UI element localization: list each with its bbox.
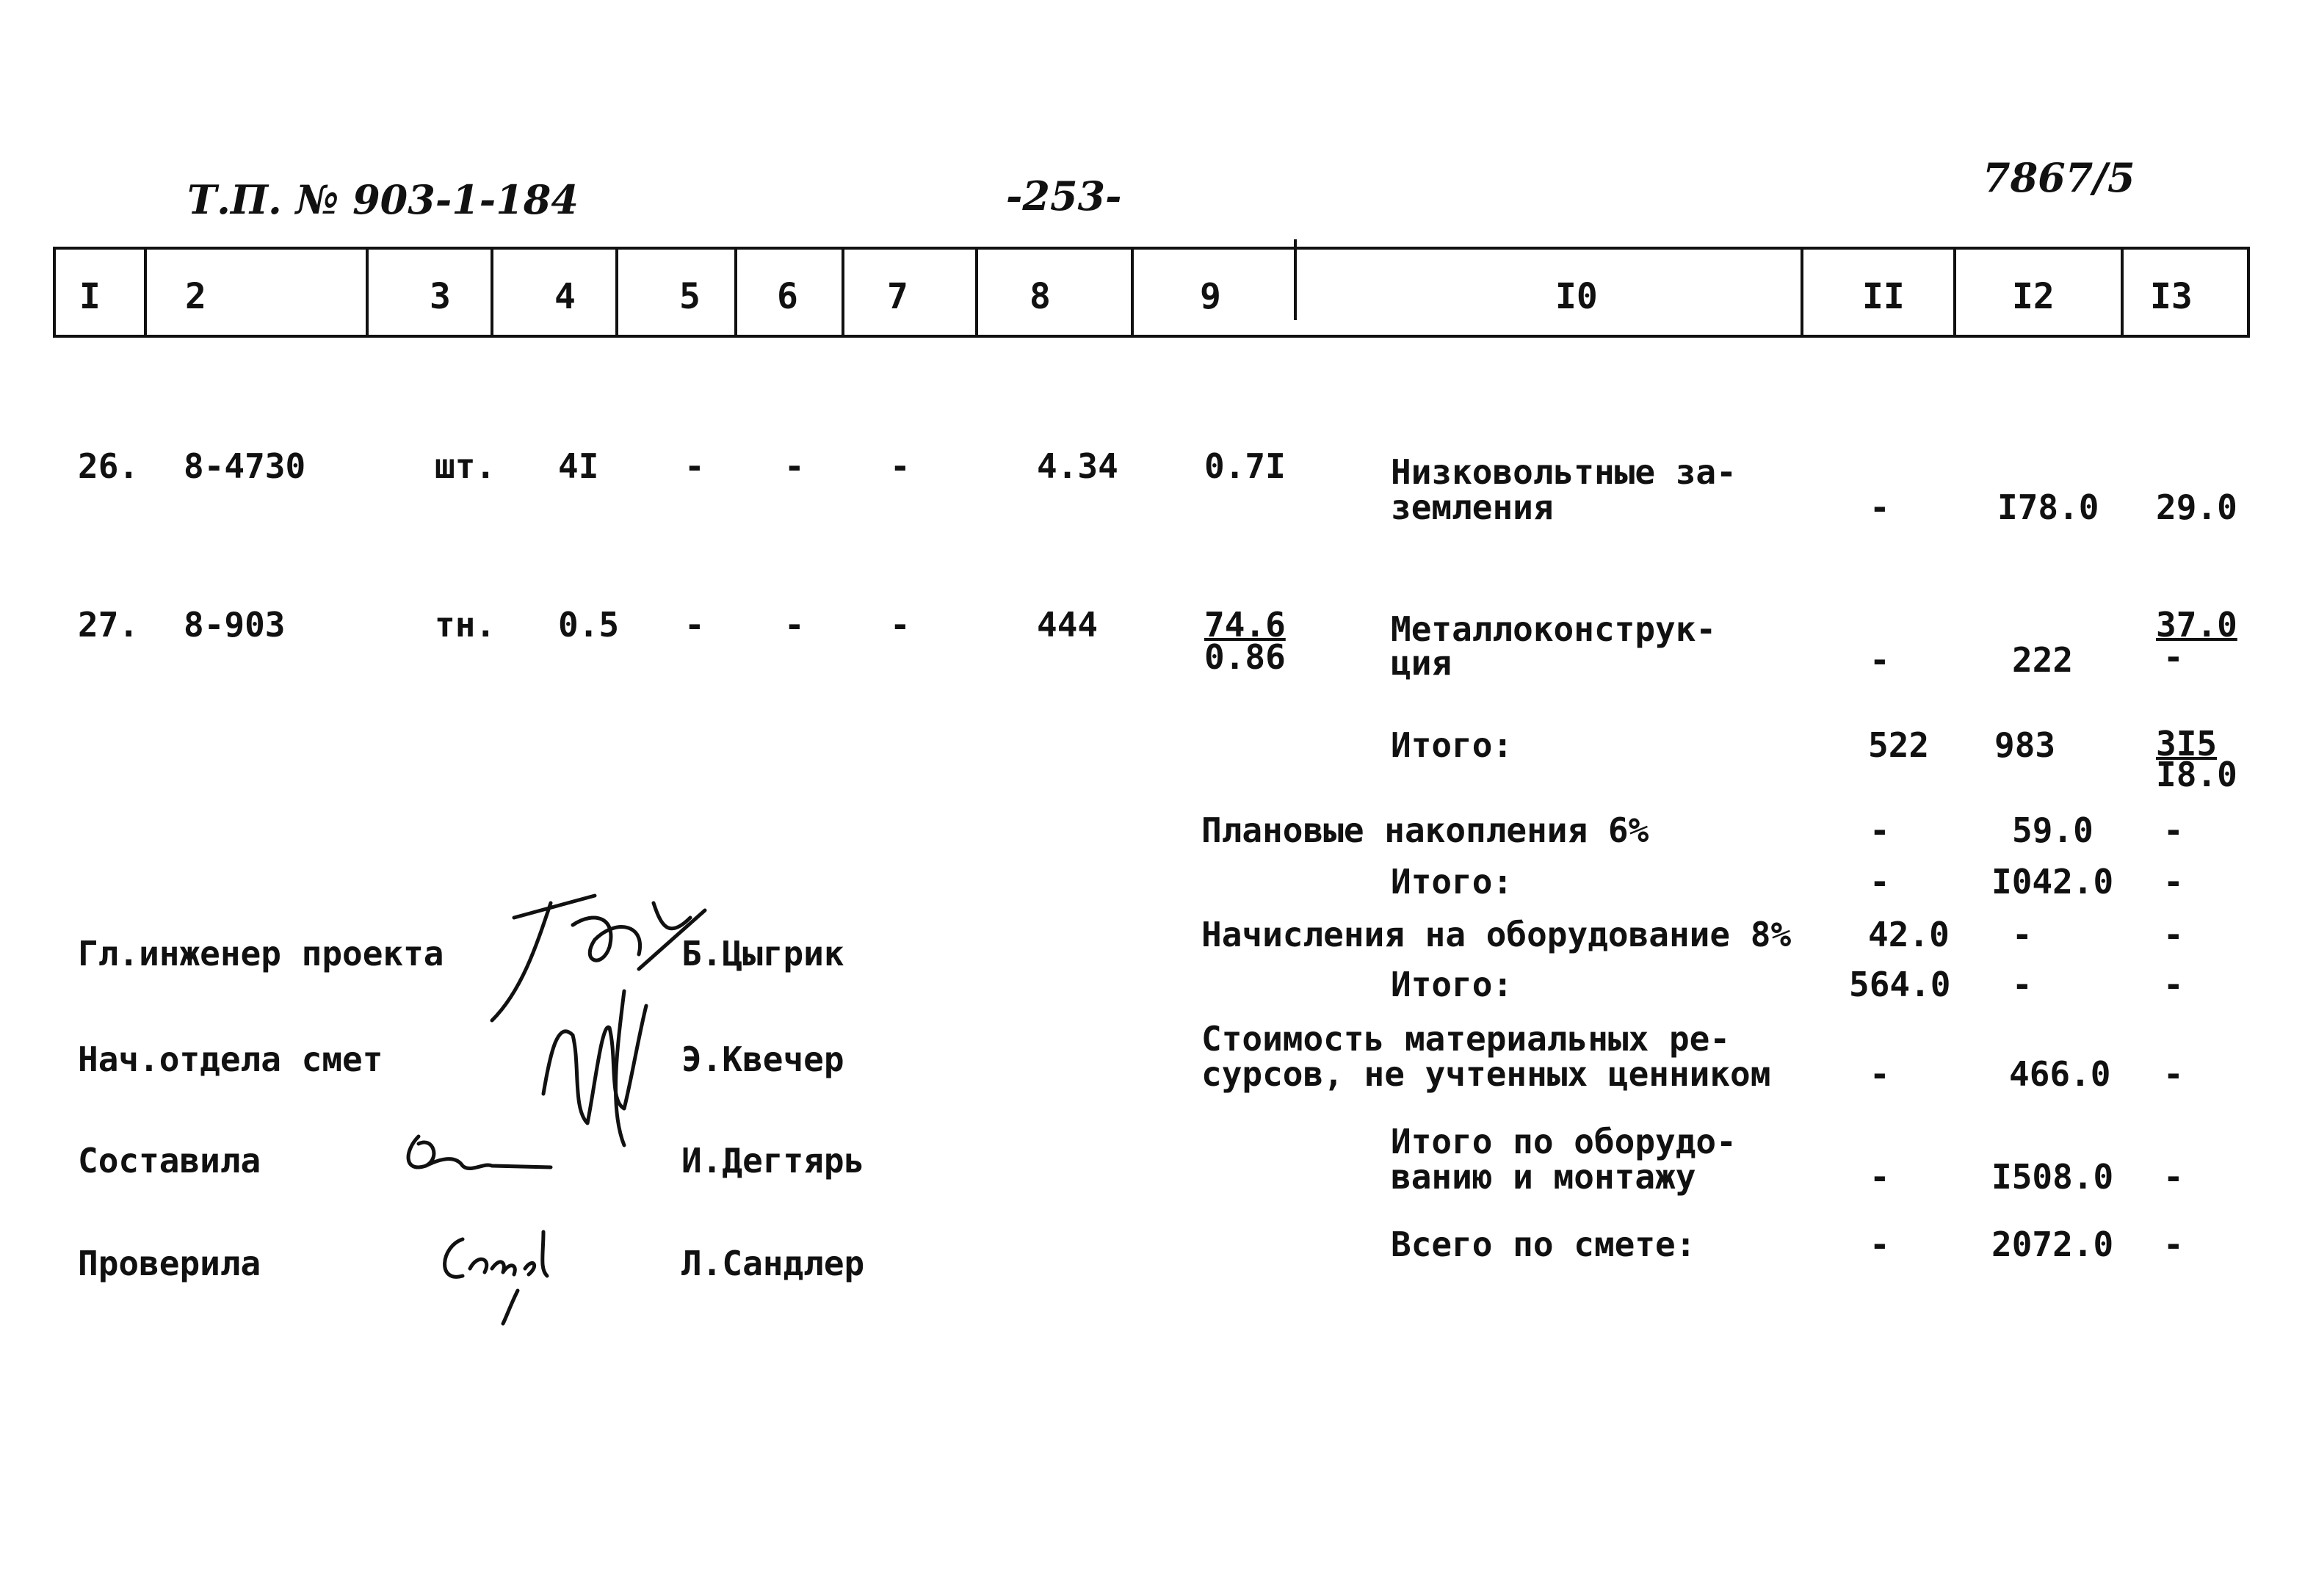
- col-header-9: 9: [1200, 276, 1221, 317]
- equipment-charges-label: Начисления на оборудование 8%: [1201, 915, 1792, 954]
- col-divider: [1953, 247, 1956, 338]
- signature-role: Составила: [78, 1141, 261, 1180]
- row-col9-top: 74.6: [1204, 605, 1286, 645]
- equipment-charges-col11: 42.0: [1868, 915, 1950, 954]
- col-header-2: 2: [185, 276, 206, 317]
- col-divider: [53, 247, 56, 338]
- handwritten-signature: [397, 1122, 558, 1203]
- materials-cost-col12: 466.0: [2009, 1054, 2111, 1094]
- equipment-installation-total-label-line2: ванию и монтажу: [1391, 1157, 1696, 1197]
- row-name-line2: земления: [1391, 487, 1554, 527]
- row-col12: I78.0: [1997, 487, 2099, 527]
- row-code: 8-4730: [184, 446, 306, 486]
- total-col12: 983: [1994, 725, 2056, 765]
- col-header-3: 3: [430, 276, 451, 317]
- header-top-rule: [53, 247, 2248, 250]
- col-divider: [975, 247, 978, 338]
- total-col13-bottom: I8.0: [2156, 755, 2237, 794]
- col-header-7: 7: [887, 276, 908, 317]
- col-divider: [1131, 247, 1134, 338]
- planned-savings-col11: -: [1870, 810, 1890, 850]
- row-col5: -: [684, 446, 705, 486]
- col-divider: [2121, 247, 2124, 338]
- subtotal-col12: -: [2012, 965, 2033, 1004]
- equipment-installation-total-col12: I508.0: [1991, 1157, 2114, 1197]
- subtotal-col11: -: [1870, 862, 1890, 902]
- row-col5: -: [684, 605, 705, 645]
- col-divider: [2247, 247, 2250, 338]
- row-col7: -: [890, 605, 911, 645]
- total-col13-top: 3I5: [2156, 724, 2218, 763]
- col-header-6: 6: [777, 276, 798, 317]
- row-col11: -: [1870, 640, 1890, 680]
- signature-name: Б.Цыгрик: [681, 934, 844, 973]
- row-name-line1: Низковольтные за-: [1391, 452, 1737, 492]
- handwritten-signature: [433, 1225, 565, 1327]
- row-quantity: 4I: [558, 446, 599, 486]
- row-unit: тн.: [435, 605, 496, 645]
- row-col13-bottom: -: [2163, 637, 2184, 677]
- col-divider: [615, 247, 618, 338]
- total-col11: 522: [1868, 725, 1930, 765]
- row-col9: 0.7I: [1204, 446, 1286, 486]
- total-label: Итого:: [1391, 725, 1513, 765]
- materials-cost-col11: -: [1870, 1054, 1890, 1094]
- materials-cost-label-line1: Стоимость материальных ре-: [1201, 1019, 1731, 1059]
- row-col8: 4.34: [1037, 446, 1118, 486]
- signature-role: Проверила: [78, 1244, 261, 1283]
- signature-name: Э.Квечер: [681, 1040, 844, 1079]
- col-header-10: I0: [1555, 276, 1598, 317]
- col-header-12: I2: [2012, 276, 2055, 317]
- col-header-11: II: [1862, 276, 1905, 317]
- col-header-4: 4: [554, 276, 576, 317]
- project-code: Т.П. № 903-1-184: [187, 176, 579, 223]
- equipment-installation-total-col13: -: [2163, 1157, 2184, 1197]
- col-divider: [734, 247, 737, 338]
- row-name-line2: ция: [1391, 643, 1452, 683]
- col-header-13: I3: [2150, 276, 2193, 317]
- row-number: 26.: [78, 446, 140, 486]
- materials-cost-col13: -: [2163, 1054, 2184, 1094]
- signature-role: Нач.отдела смет: [78, 1040, 383, 1079]
- col-divider: [1294, 239, 1297, 320]
- planned-savings-col13: -: [2163, 810, 2184, 850]
- grand-total-col11: -: [1870, 1225, 1890, 1264]
- col-header-8: 8: [1029, 276, 1051, 317]
- subtotal-label: Итого:: [1391, 862, 1513, 902]
- row-col6: -: [784, 605, 805, 645]
- col-header-5: 5: [679, 276, 701, 317]
- row-col13: 29.0: [2156, 487, 2237, 527]
- row-quantity: 0.5: [558, 605, 620, 645]
- page-number: -253-: [1006, 173, 1122, 220]
- row-col7: -: [890, 446, 911, 486]
- col-divider: [842, 247, 844, 338]
- grand-total-col12: 2072.0: [1991, 1225, 2114, 1264]
- subtotal-col13: -: [2163, 965, 2184, 1004]
- col-divider: [366, 247, 369, 338]
- header-bottom-rule: [53, 335, 2248, 338]
- row-col13-top: 37.0: [2156, 605, 2237, 645]
- row-col6: -: [784, 446, 805, 486]
- row-unit: шт.: [435, 446, 496, 486]
- row-col12: 222: [2012, 640, 2074, 680]
- equipment-installation-total-label-line1: Итого по оборудо-: [1391, 1122, 1737, 1161]
- row-col11: -: [1870, 487, 1890, 527]
- row-number: 27.: [78, 605, 140, 645]
- signature-role: Гл.инженер проекта: [78, 934, 444, 973]
- row-col8: 444: [1037, 605, 1099, 645]
- document-number: 7867/5: [1983, 154, 2135, 201]
- planned-savings-col12: 59.0: [2012, 810, 2094, 850]
- subtotal-col12: I042.0: [1991, 862, 2114, 902]
- subtotal-col13: -: [2163, 862, 2184, 902]
- row-col9-bottom: 0.86: [1204, 637, 1286, 677]
- col-divider: [144, 247, 147, 338]
- subtotal-col11: 564.0: [1849, 965, 1951, 1004]
- subtotal-label: Итого:: [1391, 965, 1513, 1004]
- grand-total-col13: -: [2163, 1225, 2184, 1264]
- materials-cost-label-line2: сурсов, не учтенных ценником: [1201, 1054, 1771, 1094]
- signature-name: И.Дегтярь: [681, 1141, 865, 1180]
- row-code: 8-903: [184, 605, 286, 645]
- grand-total-label: Всего по смете:: [1391, 1225, 1696, 1264]
- equipment-charges-col13: -: [2163, 915, 2184, 954]
- col-divider: [1801, 247, 1803, 338]
- signature-name: Л.Сандлер: [681, 1244, 865, 1283]
- planned-savings-label: Плановые накопления 6%: [1201, 810, 1649, 850]
- col-divider: [491, 247, 493, 338]
- row-name-line1: Металлоконструк-: [1391, 609, 1717, 649]
- col-header-1: I: [79, 276, 101, 317]
- equipment-charges-col12: -: [2012, 915, 2033, 954]
- equipment-installation-total-col11: -: [1870, 1157, 1890, 1197]
